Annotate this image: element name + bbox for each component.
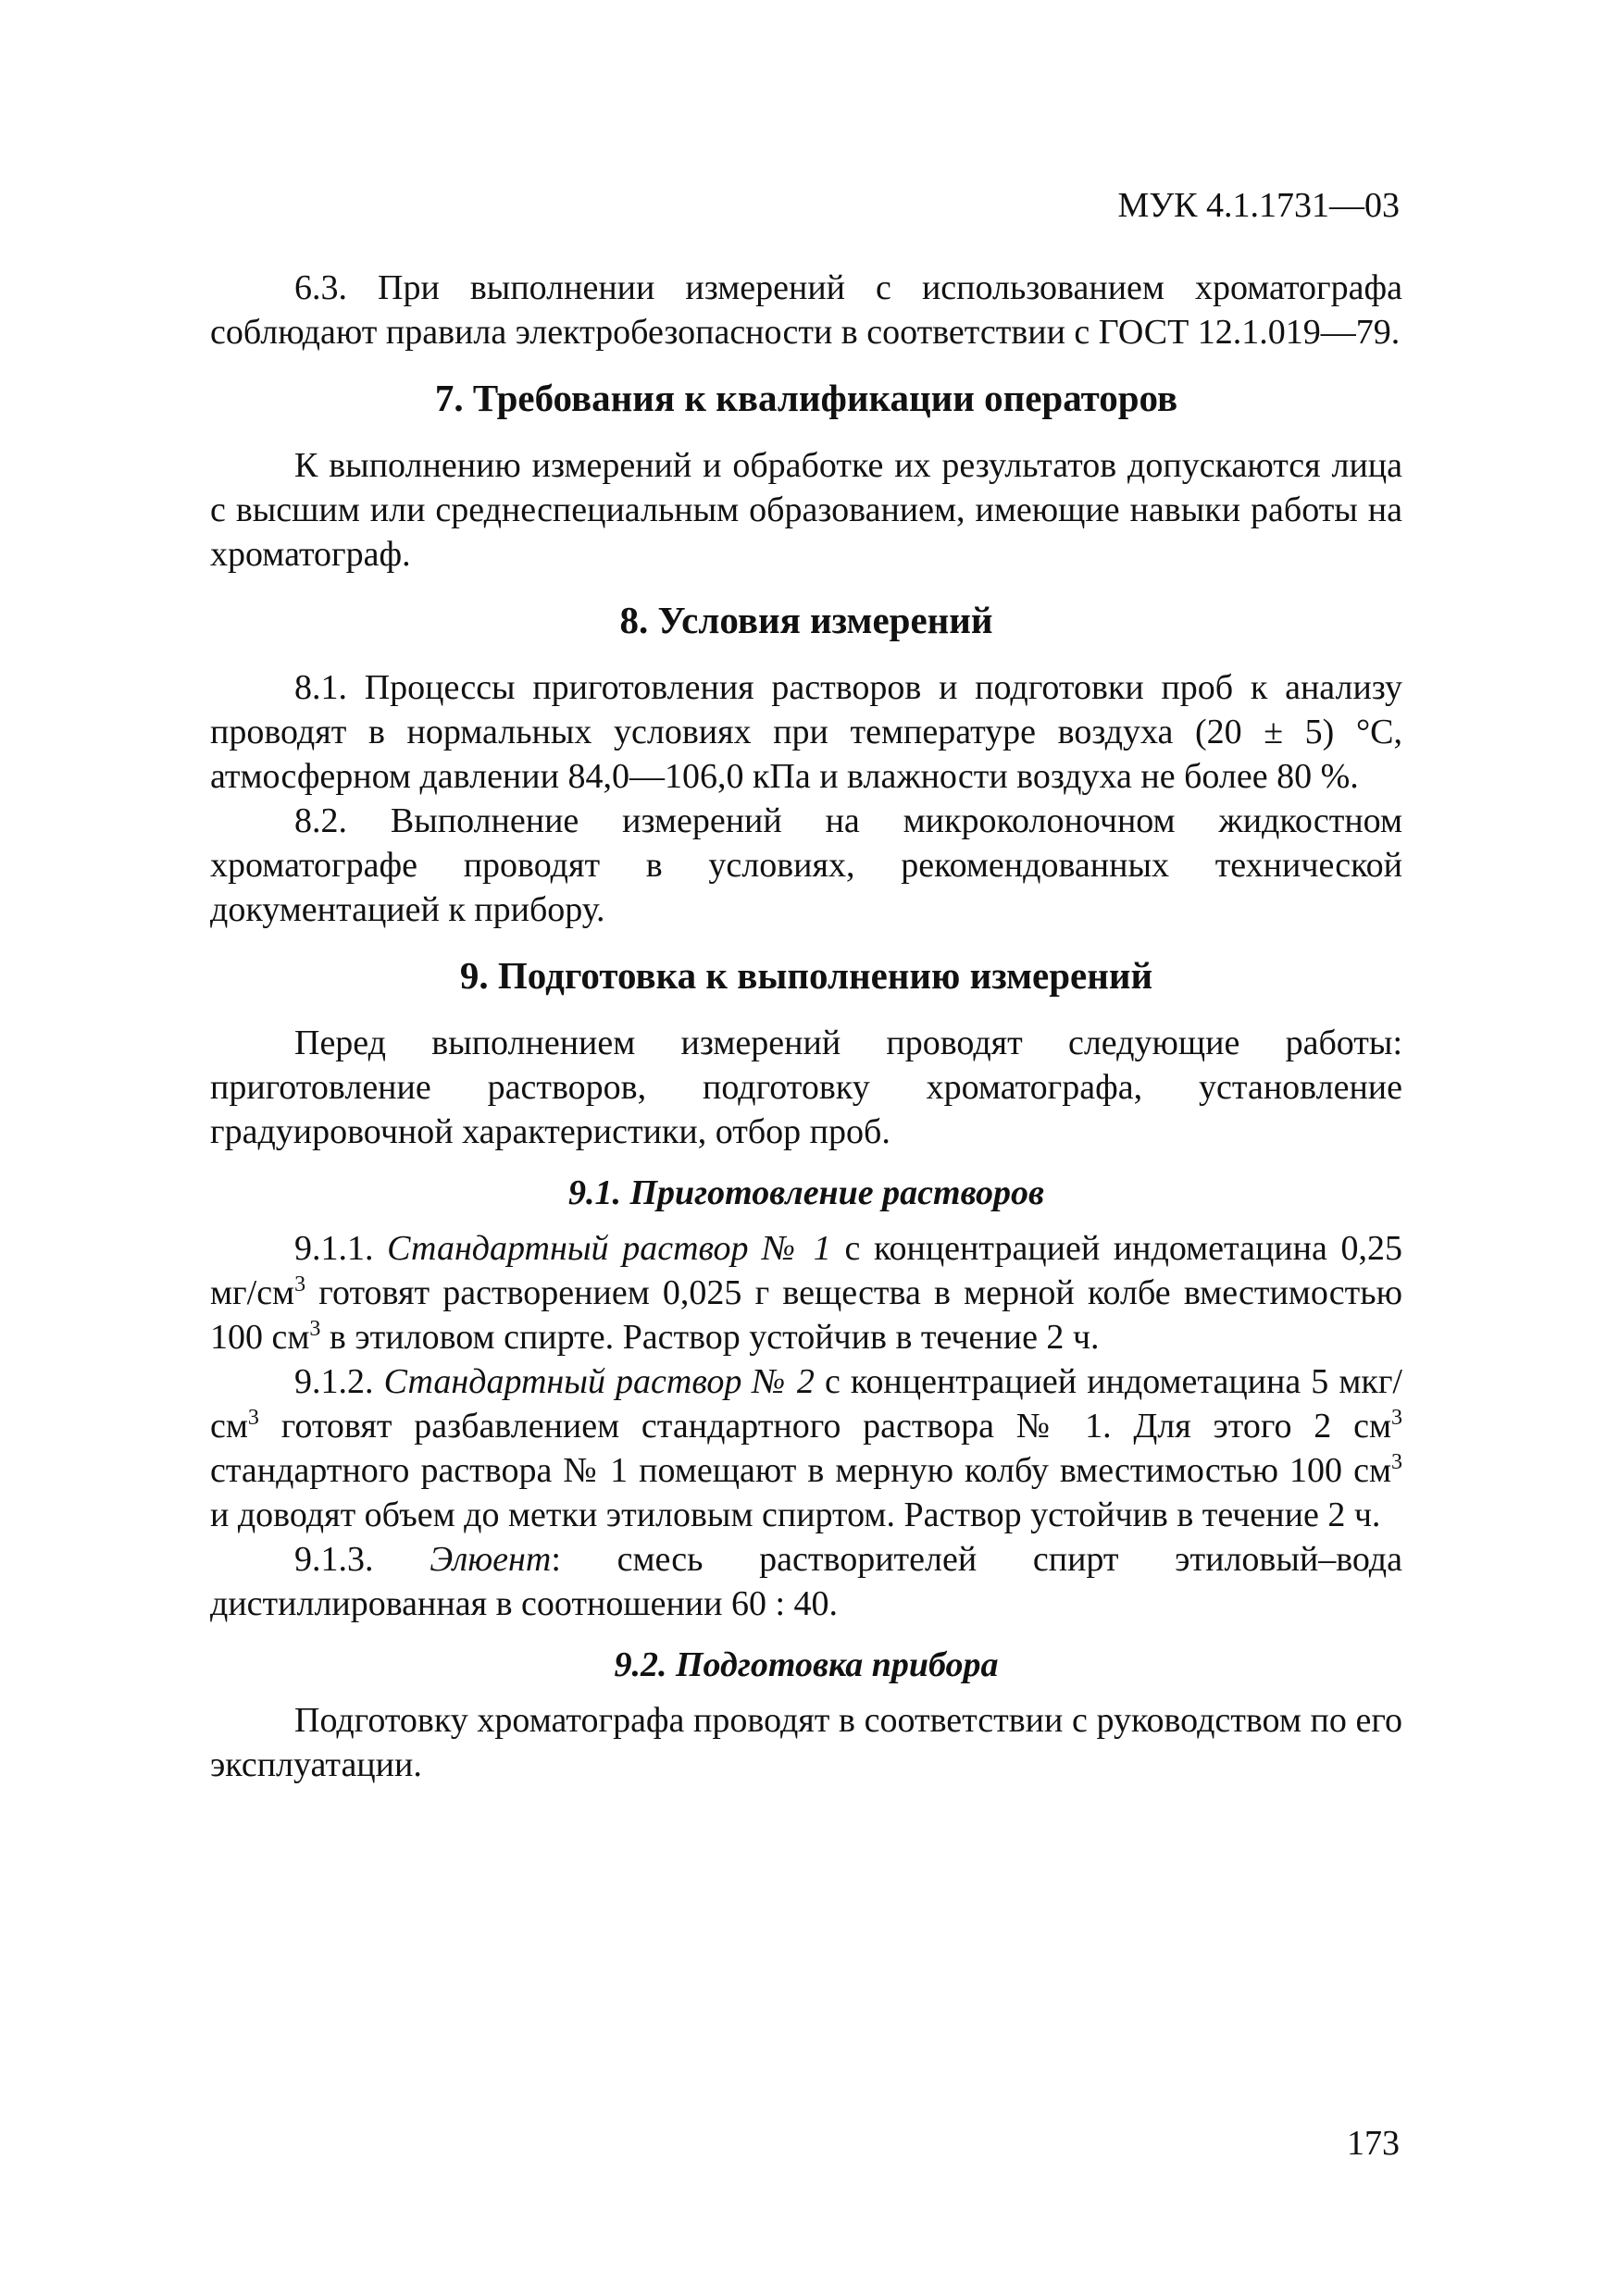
page-content <box>210 266 1402 1787</box>
text-run: готовят разбавлением стандартного раствора № 1. Для этого 2 см <box>258 1407 1391 1446</box>
paragraph-8-2: 8.2. Выполнение измерений на микроколоночном жидкостном хроматографе проводят в условиях, рекомендованных технической документацией к прибору. <box>210 801 1402 929</box>
document-code: МУК 4.1.1731—03 <box>1117 186 1400 225</box>
term-standard-solution-2: Стандартный раствор № 2 <box>383 1362 815 1401</box>
heading-section-7: 7. Требования к квалификации операторов <box>434 377 1178 419</box>
superscript: 3 <box>309 1317 321 1341</box>
heading-section-9: 9. Подготовка к выполнению измерений <box>459 954 1153 997</box>
page-number: 173 <box>1347 2124 1400 2163</box>
paragraph-6-3: 6.3. При выполнении измерений с использованием хроматографа соблюдают правила электробезопасности в соответствии с ГОСТ 12.1.019—79. <box>210 268 1402 352</box>
paragraph-8-1: 8.1. Процессы приготовления растворов и подготовки проб к анализу проводят в нормальных условиях при температуре воздуха (20 ± 5) °С, атмосферном давлении 84,0—106,0 кПа и влажности воздуха не более 80 %. <box>210 668 1402 796</box>
term-eluent: Элюент <box>430 1540 552 1579</box>
item-number: 9.1.1. <box>294 1229 388 1268</box>
paragraph-9-2: Подготовку хроматографа проводят в соответствии с руководством по его эксплуатации. <box>210 1701 1402 1784</box>
term-standard-solution-1: Стандартный раствор № 1 <box>387 1229 831 1268</box>
paragraph-9-1-2 <box>210 1359 1402 1537</box>
text-run: с концентрацией индометацина 0,25 мг/см <box>210 1229 1402 1312</box>
item-number: 9.1.3. <box>294 1540 430 1579</box>
heading-section-8: 8. Условия измерений <box>619 599 993 641</box>
superscript: 3 <box>247 1406 259 1430</box>
superscript: 3 <box>294 1272 306 1297</box>
heading-section-9-2: 9.2. Подготовка прибора <box>614 1645 999 1684</box>
paragraph-7: К выполнению измерений и обработке их результатов допускаются лица с высшим или среднеспециальным образованием, имеющие навыки работы на хроматограф. <box>210 446 1402 574</box>
paragraph-9-1-1 <box>210 1226 1402 1359</box>
superscript: 3 <box>1391 1406 1402 1430</box>
paragraph-9-1-3 <box>210 1537 1402 1626</box>
text-run: готовят растворением 0,025 г вещества в мерной колбе вместимостью 100 см <box>210 1273 1402 1357</box>
heading-section-9-1: 9.1. Приготовление растворов <box>567 1173 1045 1212</box>
paragraph-9: Перед выполнением измерений проводят следующие работы: приготовление растворов, подготовку хроматографа, установление градуировочной характеристики, отбор проб. <box>210 1024 1402 1151</box>
text-run: с концентрацией индометацина 5 мкг/см <box>210 1362 1402 1446</box>
item-number: 9.1.2. <box>294 1362 384 1401</box>
text-run: : смесь растворителей спирт этиловый–вода дистиллированная в соотношении 60 : 40. <box>210 1540 1402 1623</box>
text-run: в этиловом спирте. Раствор устойчив в течение 2 ч. <box>320 1318 1100 1357</box>
text-run: стандартного раствора № 1 помещают в мерную колбу вместимостью 100 см <box>210 1451 1391 1490</box>
text-run: и доводят объем до метки этиловым спиртом. Раствор устойчив в течение 2 ч. <box>210 1496 1381 1534</box>
superscript: 3 <box>1391 1450 1402 1474</box>
